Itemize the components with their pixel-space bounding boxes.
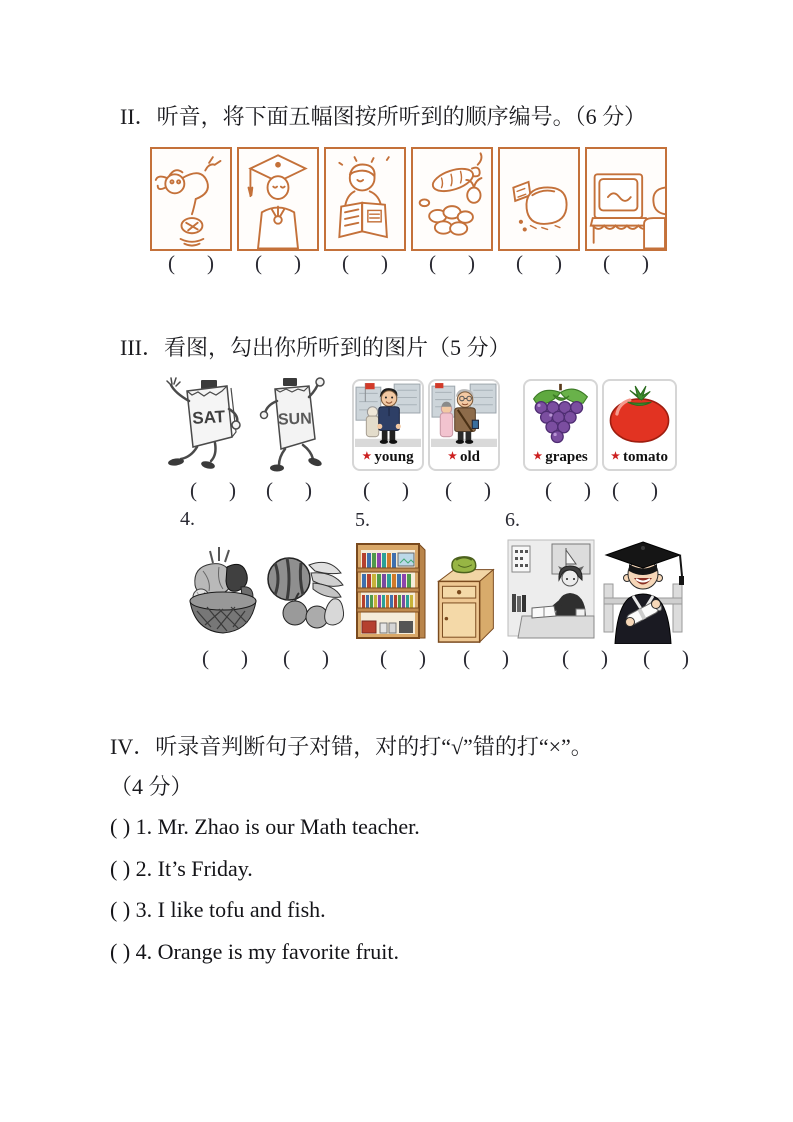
answer-blank[interactable]: [190, 478, 236, 503]
boy-reading-picture: [324, 147, 406, 251]
tomato-icon: [604, 381, 675, 447]
young-man-icon: [354, 381, 422, 447]
fruit-pile-icon: [263, 537, 347, 643]
listen-judge-item-4[interactable]: ( ) 4. Orange is my favorite fruit.: [110, 939, 399, 964]
paren-close: ): [241, 646, 248, 670]
card-word: old: [459, 448, 480, 465]
paren-open: (: [643, 646, 650, 670]
answer-blank[interactable]: [516, 251, 562, 276]
answer-blank[interactable]: [603, 251, 649, 276]
acrobat-monkey-picture: [150, 147, 232, 251]
paren-close: ): [651, 478, 658, 502]
answer-blank[interactable]: [562, 646, 608, 671]
star-icon: ★: [533, 451, 543, 462]
item-number-5: 5.: [355, 509, 370, 531]
answer-blank[interactable]: [545, 478, 591, 503]
cabinet-with-schoolbag-icon: [432, 554, 496, 646]
answer-blank[interactable]: [380, 646, 426, 671]
paren-open: (: [516, 251, 523, 275]
paren-close: ): [682, 646, 689, 670]
answer-blank[interactable]: [643, 646, 689, 671]
answer-blank[interactable]: [429, 251, 475, 276]
card-word: young: [374, 448, 414, 465]
section4-title-line1: IV．听录音判断句子对错，对的打“√”错的打“×”。: [110, 734, 593, 759]
vegetable-basket-icon: [183, 537, 263, 643]
star-icon: ★: [448, 451, 457, 462]
grapes-tomato-cards: [523, 379, 677, 471]
answer-blank[interactable]: [266, 478, 312, 503]
vegetables-icon: [413, 149, 491, 249]
paren-close: ): [381, 251, 388, 275]
graduate-student-picture: [237, 147, 319, 251]
acrobat-monkey-icon: [152, 149, 230, 249]
grapes-card: [523, 379, 598, 471]
paren-open: (: [266, 478, 273, 502]
watching-tv-picture: [585, 147, 667, 251]
graduate-student-icon: [239, 149, 317, 249]
paren-close: ): [207, 251, 214, 275]
paren-close: ): [322, 646, 329, 670]
paren-open: (: [545, 478, 552, 502]
paren-open: (: [380, 646, 387, 670]
teacher-writing-icon: [506, 538, 596, 644]
paren-close: ): [642, 251, 649, 275]
section3-title: III．看图，勾出你所听到的图片（5 分）: [120, 335, 511, 360]
sat-label: SAT: [191, 407, 226, 428]
section4-title-line2: （4 分）: [110, 774, 193, 799]
item-number-4: 4.: [180, 508, 195, 530]
answer-blank[interactable]: [342, 251, 388, 276]
paren-close: ): [484, 478, 491, 502]
saturday-calendar-icon: [163, 377, 249, 474]
card-word: tomato: [622, 448, 668, 465]
old-man-icon: [430, 381, 498, 447]
card-label: [448, 447, 480, 467]
paren-close: ): [294, 251, 301, 275]
listen-judge-item-3[interactable]: ( ) 3. I like tofu and fish.: [110, 897, 326, 922]
card-label: [362, 447, 413, 467]
vegetables-picture: [411, 147, 493, 251]
bread-loaf-picture: [498, 147, 580, 251]
star-icon: ★: [362, 451, 372, 462]
paren-close: ): [419, 646, 426, 670]
section2-picture-row: [150, 147, 667, 251]
bread-loaf-icon: [500, 149, 578, 249]
paren-open: (: [202, 646, 209, 670]
paren-open: (: [603, 251, 610, 275]
sunday-calendar-icon: [249, 377, 335, 474]
grapes-icon: [525, 381, 596, 447]
tomato-card: [602, 379, 677, 471]
graduate-with-diploma-icon: [602, 538, 684, 644]
paren-open: (: [168, 251, 175, 275]
furniture-pictures: [353, 540, 496, 646]
sun-label: SUN: [277, 410, 313, 429]
answer-blank[interactable]: [445, 478, 491, 503]
answer-blank[interactable]: [255, 251, 301, 276]
answer-blank[interactable]: [463, 646, 509, 671]
paren-close: ): [601, 646, 608, 670]
paren-open: (: [429, 251, 436, 275]
item-number-6: 6.: [505, 509, 520, 531]
answer-blank[interactable]: [168, 251, 214, 276]
answer-blank[interactable]: [363, 478, 409, 503]
old-card: [428, 379, 500, 471]
paren-close: ): [555, 251, 562, 275]
listen-judge-item-1[interactable]: ( ) 1. Mr. Zhao is our Math teacher.: [110, 814, 420, 839]
answer-blank[interactable]: [202, 646, 248, 671]
paren-open: (: [255, 251, 262, 275]
paren-open: (: [562, 646, 569, 670]
paren-open: (: [445, 478, 452, 502]
vegetables-fruits-pictures: [183, 537, 347, 643]
young-card: [352, 379, 424, 471]
answer-blank[interactable]: [612, 478, 658, 503]
card-label: [611, 447, 668, 467]
paren-close: ): [468, 251, 475, 275]
paren-open: (: [342, 251, 349, 275]
star-icon: ★: [611, 451, 620, 462]
paren-close: ): [584, 478, 591, 502]
listen-judge-item-2[interactable]: ( ) 2. It’s Friday.: [110, 856, 253, 881]
card-label: [533, 447, 587, 467]
young-old-cards: [352, 379, 500, 471]
paren-open: (: [612, 478, 619, 502]
paren-close: ): [502, 646, 509, 670]
paren-close: ): [402, 478, 409, 502]
paren-close: ): [229, 478, 236, 502]
paren-open: (: [463, 646, 470, 670]
paren-open: (: [363, 478, 370, 502]
calendar-pictures: [163, 377, 335, 474]
watching-tv-icon: [587, 149, 665, 249]
paren-open: (: [190, 478, 197, 502]
paren-close: ): [305, 478, 312, 502]
boy-reading-icon: [326, 149, 404, 249]
bookshelf-icon: [353, 540, 427, 644]
paren-open: (: [283, 646, 290, 670]
teacher-graduate-pictures: [506, 538, 684, 644]
section2-title: II．听音，将下面五幅图按所听到的顺序编号。（6 分）: [120, 104, 647, 129]
answer-blank[interactable]: [283, 646, 329, 671]
card-word: grapes: [545, 448, 588, 465]
